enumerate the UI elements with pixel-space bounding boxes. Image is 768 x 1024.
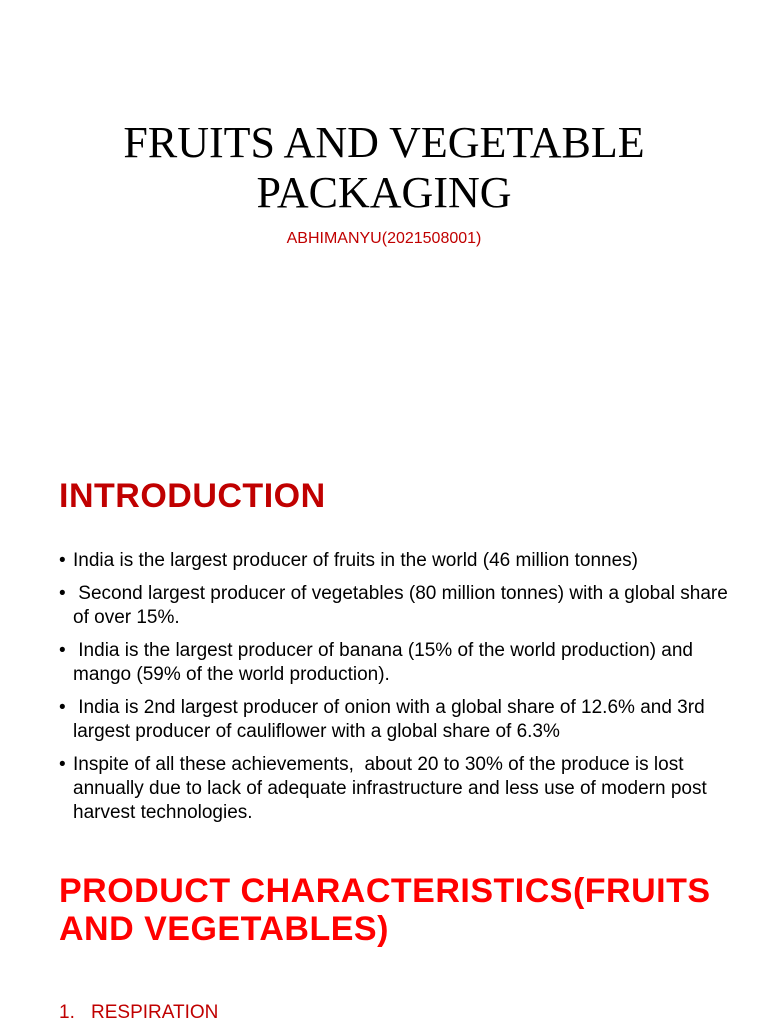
introduction-heading: INTRODUCTION (59, 477, 326, 515)
list-item (59, 639, 739, 687)
item-label: RESPIRATION (91, 1002, 219, 1023)
list-item (59, 549, 739, 573)
product-characteristics-heading: PRODUCT CHARACTERISTICS(FRUITS AND VEGETABLES) (59, 872, 711, 948)
bullet-text: India is 2nd largest producer of onion with a global share of 12.6% and 3rd largest producer of cauliflower with a global share of 6.3% (73, 697, 710, 742)
bullet-icon: • (59, 640, 66, 661)
bullet-icon: • (59, 583, 66, 604)
bullet-text: Second largest producer of vegetables (80 million tonnes) with a global share of over 15%. (73, 583, 734, 628)
bullet-text: India is the largest producer of fruits in the world (46 million tonnes) (73, 550, 638, 571)
title-slide (0, 0, 768, 432)
bullet-icon: • (59, 550, 66, 571)
list-item (59, 696, 739, 744)
numbered-list-item (59, 1002, 218, 1024)
author-subtitle: ABHIMANYU(2021508001) (286, 230, 482, 247)
list-item (59, 753, 739, 825)
bullet-icon: • (59, 754, 66, 775)
bullet-text: Inspite of all these achievements, about 20 to 30% of the produce is lost annually due to lack of adequate infrastructure and less use of modern post harvest technologies. (73, 754, 713, 823)
list-item (59, 582, 739, 630)
bullet-icon: • (59, 697, 66, 718)
item-number: 1. (59, 1002, 75, 1023)
introduction-bullet-list (59, 549, 739, 834)
title-line-2: PACKAGING (256, 168, 512, 217)
page-title (0, 118, 768, 218)
bullet-text: India is the largest producer of banana (15% of the world production) and mango (59% of the world production). (73, 640, 699, 685)
title-line-1: FRUITS AND VEGETABLE (123, 118, 645, 167)
